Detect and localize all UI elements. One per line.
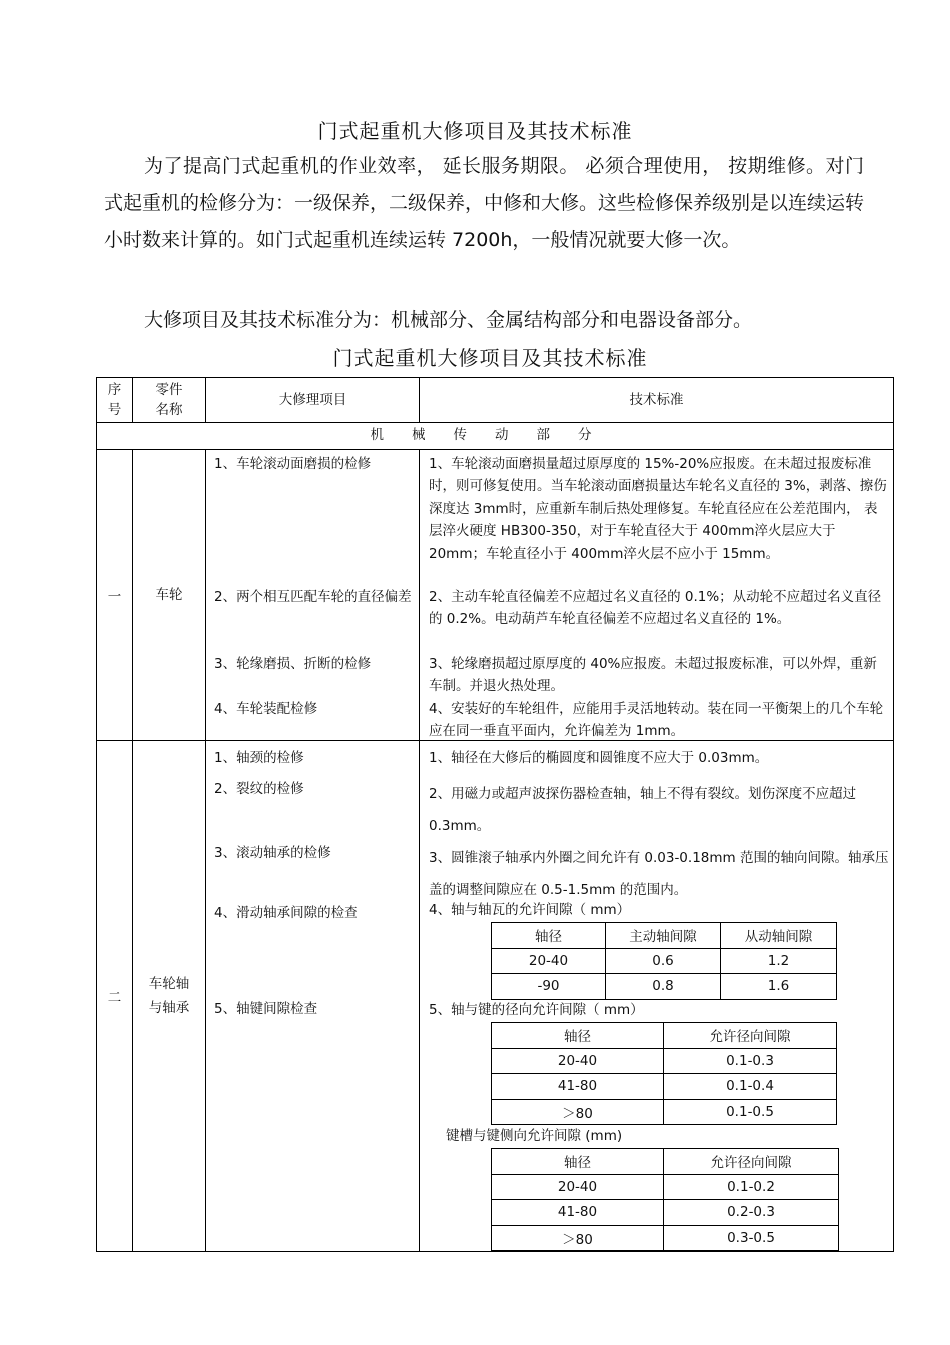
row2-seq: 二 <box>97 741 133 1252</box>
row2-standard: 键槽与键侧向允许间隙 (mm) <box>446 1128 623 1144</box>
row2-items <box>206 741 420 1252</box>
row1-standard: 3、轮缘磨损超过原厚度的 40%应报废。未超过报废标准，可以外焊，重新车制。并退火热处理。 <box>429 656 877 695</box>
row1-seq: 一 <box>97 450 133 741</box>
bearing-cell: 1.2 <box>721 948 837 974</box>
lateral-header: 允许径向间隙 <box>664 1149 839 1175</box>
row1-item: 2、两个相互匹配车轮的直径偏差 <box>214 589 412 605</box>
row2-item: 5、轴键间隙检查 <box>214 1001 318 1017</box>
bearing-header: 轴径 <box>492 923 606 949</box>
bearing-cell: 0.8 <box>606 974 721 1000</box>
section-row <box>97 423 894 450</box>
header-item: 大修理项目 <box>206 378 420 423</box>
bearing-cell: 1.6 <box>721 974 837 1000</box>
radial-header: 轴径 <box>492 1023 664 1049</box>
bearing-cell: 20-40 <box>492 948 606 974</box>
table-title: 门式起重机大修项目及其技术标准 <box>332 346 648 370</box>
section-label: 机械传动部分 <box>97 423 894 450</box>
lateral-cell: 0.3-0.5 <box>664 1225 839 1251</box>
lateral-header: 轴径 <box>492 1149 664 1175</box>
row2-part: 车轮轴与轴承 <box>133 741 206 1252</box>
row1-item: 4、车轮装配检修 <box>214 701 318 717</box>
lateral-cell: 0.1-0.2 <box>664 1174 839 1200</box>
header-seq: 序号 <box>97 378 133 423</box>
row2-standard: 4、轴与轴瓦的允许间隙（ mm） <box>429 902 631 918</box>
row1-standard: 2、主动车轮直径偏差不应超过名义直径的 0.1%；从动轮不应超过名义直径的 0.2%。电动葫芦车轮直径偏差不应超过名义直径的 1%。 <box>429 589 882 628</box>
radial-cell: 20-40 <box>492 1048 664 1074</box>
table-row <box>97 741 894 1252</box>
standards-table <box>96 377 894 1252</box>
bearing-header: 从动轴间隙 <box>721 923 837 949</box>
radial-cell: 0.1-0.4 <box>664 1074 837 1100</box>
radial-header: 允许径向间隙 <box>664 1023 837 1049</box>
intro-paragraph: 为了提高门式起重机的作业效率， 延长服务期限。 必须合理使用， 按期维修。对门式起重机的检修分为：一级保养，二级保养，中修和大修。这些检修保养级别是以连续运转小时数来计算的。如门式起重机连续运转 7200h，一般情况就要大修一次。 <box>104 155 865 251</box>
radial-cell: 0.1-0.5 <box>664 1099 837 1125</box>
bearing-cell: 0.6 <box>606 948 721 974</box>
radial-cell: 0.1-0.3 <box>664 1048 837 1074</box>
document-title: 门式起重机大修项目及其技术标准 <box>317 119 633 143</box>
lateral-cell: 41-80 <box>492 1200 664 1226</box>
row2-item: 4、滑动轴承间隙的检查 <box>214 905 358 921</box>
header-part: 零件名称 <box>133 378 206 423</box>
lateral-cell: 0.2-0.3 <box>664 1200 839 1226</box>
row2-item: 2、裂纹的检修 <box>214 781 304 797</box>
row2-standards <box>420 741 894 1252</box>
table-row <box>97 450 894 741</box>
row1-standard: 4、安装好的车轮组件，应能用手灵活地转动。装在同一平衡架上的几个车轮应在同一垂直平面内，允许偏差为 1mm。 <box>429 701 884 740</box>
row1-item: 3、轮缘磨损、折断的检修 <box>214 656 372 672</box>
radial-cell: 41-80 <box>492 1074 664 1100</box>
scope-paragraph: 大修项目及其技术标准分为：机械部分、金属结构部分和电器设备部分。 <box>144 309 753 331</box>
row1-standard: 1、车轮滚动面磨损量超过原厚度的 15%-20%应报废。在未超过报废标准时，则可修复使用。当车轮滚动面磨损量达车轮名义直径的 3%，剥落、擦伤深度达 3mm时，应重新车制后热处理修复。车轮直径应在公差范围内， 表层淬火硬度 HB300-350，对于车轮直径大于 400mm淬火层应大于 20mm；车轮直径小于 400mm淬火层不应小于 15mm。 <box>429 456 887 562</box>
bearing-clearance-table <box>491 922 837 1000</box>
lateral-clearance-table <box>491 1148 839 1251</box>
header-standard: 技术标准 <box>420 378 894 423</box>
row2-standard: 3、圆锥滚子轴承内外圈之间允许有 0.03-0.18mm 范围的轴向间隙。轴承压盖的调整间隙应在 0.5-1.5mm 的范围内。 <box>429 850 889 898</box>
bearing-header: 主动轴间隙 <box>606 923 721 949</box>
row1-item: 1、车轮滚动面磨损的检修 <box>214 456 372 472</box>
row1-items <box>206 450 420 741</box>
table-header-row <box>97 378 894 423</box>
row2-standard: 5、轴与键的径向允许间隙（ mm） <box>429 1002 644 1018</box>
row2-standard: 1、轴径在大修后的椭圆度和圆锥度不应大于 0.03mm。 <box>429 750 769 766</box>
row1-standards <box>420 450 894 741</box>
row1-part: 车轮 <box>133 450 206 741</box>
radial-cell: ＞80 <box>492 1099 664 1125</box>
lateral-cell: 20-40 <box>492 1174 664 1200</box>
bearing-cell: -90 <box>492 974 606 1000</box>
row2-standard: 2、用磁力或超声波探伤器检查轴，轴上不得有裂纹。划伤深度不应超过 0.3mm。 <box>429 786 857 834</box>
lateral-cell: ＞80 <box>492 1225 664 1251</box>
row2-item: 3、滚动轴承的检修 <box>214 845 331 861</box>
row2-item: 1、轴颈的检修 <box>214 750 304 766</box>
radial-clearance-table <box>491 1022 837 1125</box>
